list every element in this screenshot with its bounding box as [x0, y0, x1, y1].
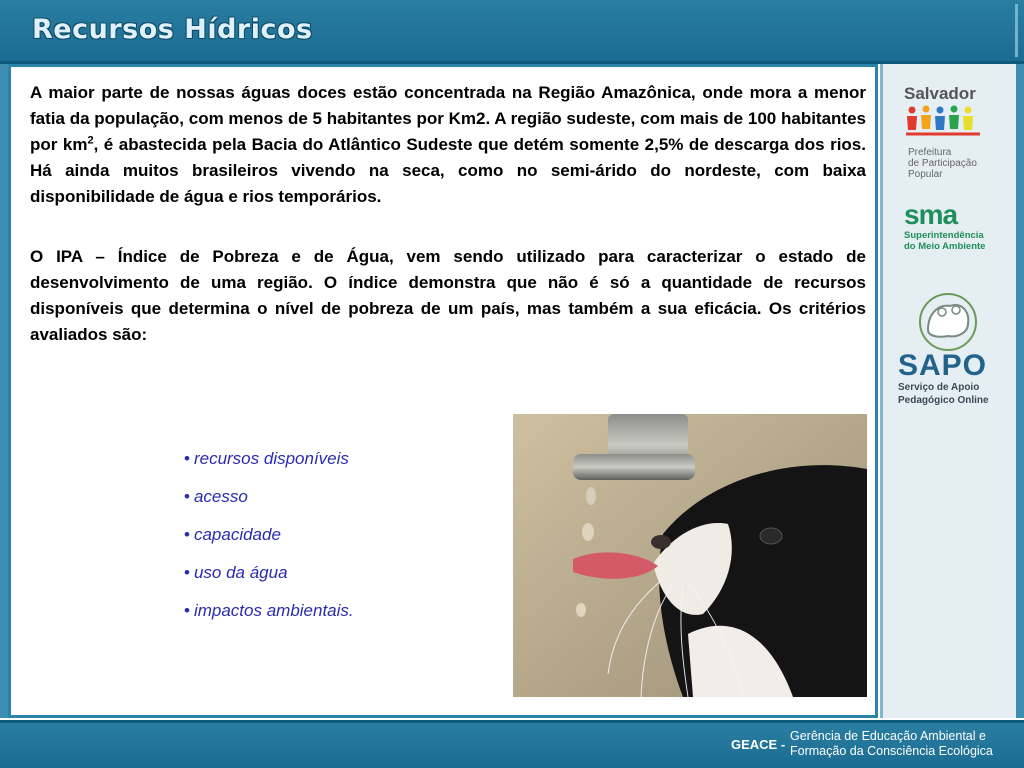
sapo-subtitle	[898, 381, 1006, 407]
list-item	[184, 484, 354, 522]
salvador-line-2: de Participação	[908, 158, 977, 169]
bullet-icon: •	[184, 449, 190, 468]
salvador-line-1: Prefeitura	[908, 147, 952, 158]
sma-line-1: Superintendência	[904, 230, 984, 241]
salvador-name: Salvador	[904, 84, 976, 103]
sapo-line-2: Pedagógico Online	[898, 395, 989, 406]
left-frame	[0, 64, 8, 718]
bullet-icon: •	[184, 525, 190, 544]
footer-org: GEACE -	[731, 737, 786, 752]
people-figures-icon	[904, 104, 984, 138]
salvador-logo	[904, 84, 1004, 180]
footer-line-2: Formação da Consciência Ecológica	[790, 744, 993, 758]
list-item-text: uso da água	[193, 563, 288, 582]
sma-subtitle	[904, 230, 1004, 252]
list-item	[184, 446, 354, 484]
header-edge-stripe	[1015, 4, 1018, 57]
paragraph-1-text-b: , é abastecida pela Bacia do Atlântico Sudeste que detém somente 2,5% de descarga dos rios. Há ainda muitos brasileiros vivendo na seca, como no semi-árido do nordeste, com baixa disponibilidade de água e rios temporários.	[30, 135, 866, 206]
paragraph-1-text-a: A maior parte de nossas águas doces estão concentrada na Região Amazônica, onde mora a menor fatia da população, com menos de 5 habitantes por Km2. A região sudeste, com mais de 100 habitantes por km	[30, 83, 866, 154]
sma-name: sma	[904, 199, 958, 230]
list-item	[184, 598, 354, 636]
footer-description	[790, 729, 993, 759]
footer-bar	[0, 720, 1024, 768]
sma-line-2: do Meio Ambiente	[904, 241, 986, 252]
list-item-text: acesso	[193, 487, 248, 506]
paragraph-2: O IPA – Índice de Pobreza e de Água, vem sendo utilizado para caracterizar o estado de desenvolvimento de uma região. O índice demonstra que não é só a quantidade de recursos disponíveis que determina o nível de pobreza de um país, mas também a sua eficácia. Os critérios avaliados são:	[30, 247, 866, 344]
header-bar	[0, 0, 1024, 64]
salvador-subtitle	[908, 147, 1004, 180]
list-item-text: impactos ambientais.	[193, 601, 354, 620]
page-title: Recursos Hídricos	[32, 14, 313, 45]
salvador-line-3: Popular	[908, 169, 943, 180]
sapo-name: SAPO	[898, 349, 988, 382]
bullet-icon: •	[184, 601, 190, 620]
sapo-logo	[898, 290, 1006, 407]
list-item-text: capacidade	[193, 525, 281, 544]
criteria-list	[184, 446, 354, 636]
sapo-line-1: Serviço de Apoio	[898, 382, 980, 393]
bullet-icon: •	[184, 563, 190, 582]
main-content	[30, 80, 866, 348]
list-item-text: recursos disponíveis	[193, 449, 349, 468]
frog-icon	[898, 290, 998, 352]
list-item	[184, 560, 354, 598]
photo-illustration	[513, 414, 867, 697]
cat-drinking-water-photo	[513, 414, 867, 697]
list-item	[184, 522, 354, 560]
superscript-2: 2	[87, 134, 94, 147]
paragraph-1	[30, 80, 866, 210]
footer-line-1: Gerência de Educação Ambiental e	[790, 729, 986, 743]
bullet-icon: •	[184, 487, 190, 506]
sma-logo	[904, 200, 1004, 252]
